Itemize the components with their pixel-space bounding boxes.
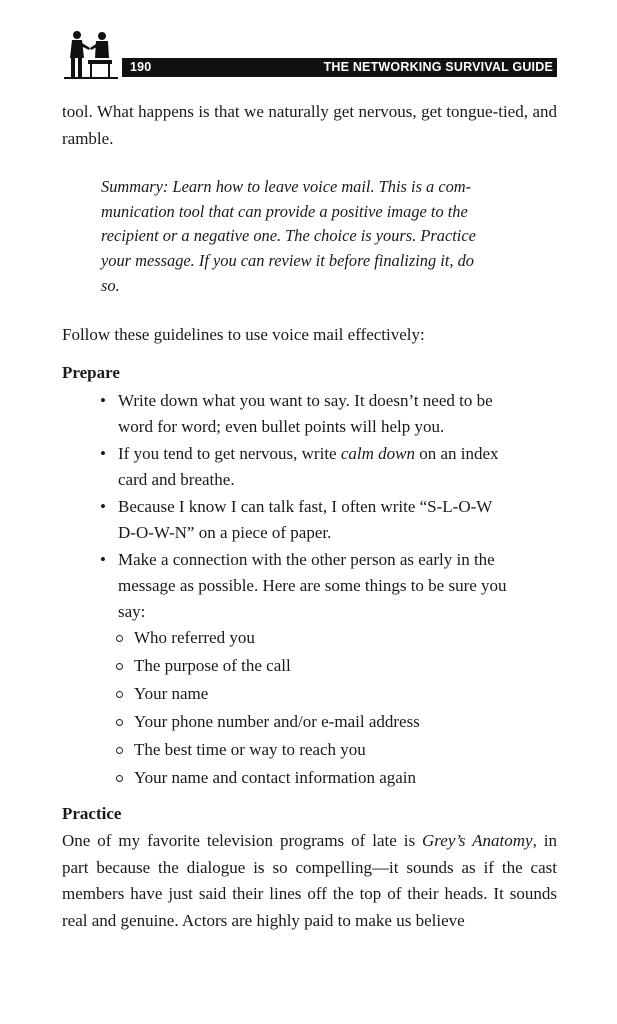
sub-list-item: Your phone number and/or e-mail address — [116, 709, 536, 735]
practice-heading: Practice — [62, 804, 122, 823]
list-item-line: message as possible. Here are some things to be sure you — [118, 576, 507, 595]
circle-bullet-icon — [116, 775, 123, 782]
list-item-line: D-O-W-N” on a piece of paper. — [118, 523, 332, 542]
circle-bullet-icon — [116, 691, 123, 698]
list-item-line: card and breathe. — [118, 470, 235, 489]
bullet-icon: • — [100, 550, 106, 569]
handshake-logo-icon — [62, 28, 118, 80]
sub-list-item: Your name — [116, 681, 536, 707]
running-header — [62, 28, 557, 80]
circle-bullet-icon — [116, 663, 123, 670]
prepare-heading: Prepare — [62, 363, 120, 382]
summary-line: munication tool that can provide a positive image to the — [101, 201, 468, 221]
sub-list-item: Who referred you — [116, 625, 536, 651]
list-item-line: If you tend to get nervous, write calm down on an index — [118, 444, 499, 463]
bullet-icon: • — [100, 497, 106, 516]
bullet-icon: • — [100, 444, 106, 463]
list-item — [100, 388, 540, 440]
list-item — [100, 441, 540, 493]
list-item — [100, 494, 540, 546]
summary-block — [101, 175, 523, 299]
list-item-line: Make a connection with the other person as early in the — [118, 550, 495, 569]
sub-list-item: The best time or way to reach you — [116, 737, 536, 763]
list-item-line: word for word; even bullet points will help you. — [118, 417, 445, 436]
practice-paragraph: One of my favorite television programs of late is Grey’s Anatomy, in part because the dialogue is so compelling—it sounds as if the cast members have just said their lines off the top of their heads. It sounds real and genuine. Actors are highly paid to make us believe — [62, 831, 557, 930]
header-bar — [122, 58, 557, 77]
circle-bullet-icon — [116, 747, 123, 754]
opening-paragraph: tool. What happens is that we naturally get nervous, get tongue-tied, and ramble. — [62, 102, 557, 148]
emphasis-text: calm down — [340, 444, 415, 463]
summary-line: recipient or a negative one. The choice is yours. Practice — [101, 226, 476, 246]
summary-line: so. — [101, 275, 120, 295]
summary-line: Summary: Learn how to leave voice mail. This is a com- — [101, 177, 472, 196]
circle-bullet-icon — [116, 635, 123, 642]
intro-line: Follow these guidelines to use voice mail effectively: — [62, 325, 425, 344]
list-item-line: say: — [118, 602, 146, 621]
circle-bullet-icon — [116, 719, 123, 726]
show-title: Grey’s Anatomy — [422, 831, 533, 850]
summary-line: your message. If you can review it before finalizing it, do — [101, 251, 474, 271]
sub-list-item: Your name and contact information again — [116, 765, 536, 791]
list-item-line: Because I know I can talk fast, I often write “S-L-O-W — [118, 497, 493, 516]
list-item — [100, 547, 540, 625]
page-number: 190 — [130, 60, 152, 74]
running-title: THE NETWORKING SURVIVAL GUIDE — [323, 60, 553, 74]
sub-list-item: The purpose of the call — [116, 653, 536, 679]
bullet-icon: • — [100, 391, 106, 410]
list-item-line: Write down what you want to say. It doesn’t need to be — [118, 391, 493, 410]
